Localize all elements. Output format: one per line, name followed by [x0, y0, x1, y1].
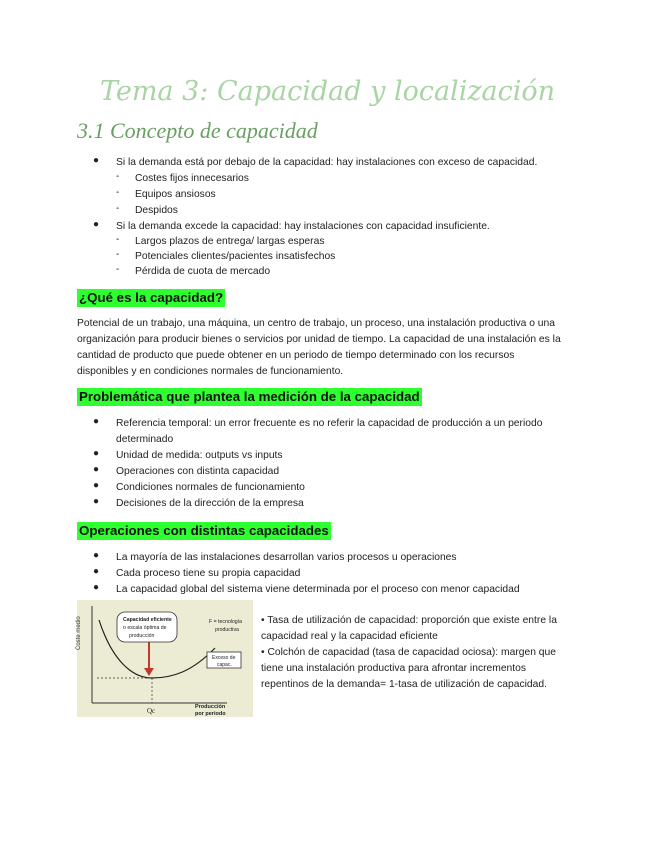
- box-label: o escala óptima de: [123, 625, 167, 631]
- bullet-dot: ●: [93, 448, 100, 459]
- bullet-dot: ●: [93, 566, 100, 577]
- sub-item: Pérdida de cuota de mercado: [135, 266, 271, 277]
- dash-marker: -: [116, 187, 120, 198]
- definition-line: repentinos de la demanda= 1-tasa de utilización de capacidad.: [261, 679, 547, 690]
- definition-line: capacidad real y la capacidad eficiente: [261, 631, 438, 642]
- sub-item: Despidos: [135, 205, 178, 216]
- bullet-dot: ●: [93, 155, 100, 166]
- cost-curve-svg: [77, 600, 253, 717]
- dash-marker: -: [116, 171, 120, 182]
- bullet-dot: ●: [93, 464, 100, 475]
- paragraph-line: disponibles y en condiciones normales de funcionamiento.: [77, 366, 344, 377]
- x-axis-label: Producción: [195, 704, 226, 710]
- list-item: Si la demanda excede la capacidad: hay instalaciones con capacidad insuficiente.: [116, 221, 490, 232]
- dash-marker: -: [116, 203, 120, 214]
- tech-label: F = tecnología: [209, 619, 243, 625]
- sub-item: Costes fijos innecesarios: [135, 173, 249, 184]
- list-item: Si la demanda está por debajo de la capacidad: hay instalaciones con exceso de capacidad.: [116, 157, 538, 168]
- excess-label: Exceso de: [212, 655, 236, 661]
- box-label: Capacidad eficiente: [123, 617, 172, 623]
- sub-item: Potenciales clientes/pacientes insatisfechos: [135, 251, 336, 262]
- list-item: Cada proceso tiene su propia capacidad: [116, 568, 301, 579]
- definition-line: • Tasa de utilización de capacidad: proporción que existe entre la: [261, 615, 557, 626]
- bullet-dot: ●: [93, 496, 100, 507]
- paragraph-line: organización para producir bienes o servicios por unidad de tiempo. La capacidad de una instalación es la: [77, 334, 561, 345]
- highlight-heading: ¿Qué es la capacidad?: [79, 290, 224, 305]
- highlight-heading: Problemática que plantea la medición de la capacidad: [79, 389, 420, 404]
- excess-label: capac.: [217, 662, 232, 668]
- bullet-dot: ●: [93, 480, 100, 491]
- box-label: producción: [129, 633, 155, 639]
- list-item: Condiciones normales de funcionamiento: [116, 482, 305, 493]
- arrow-head-icon: [144, 668, 154, 676]
- bullet-dot: ●: [93, 550, 100, 561]
- page-title: Tema 3: Capacidad y localización: [99, 76, 556, 107]
- tech-label: productiva: [215, 627, 239, 633]
- bullet-dot: ●: [93, 582, 100, 593]
- sub-item: Equipos ansiosos: [135, 189, 216, 200]
- list-item: La capacidad global del sistema viene determinada por el proceso con menor capacidad: [116, 584, 520, 595]
- section-heading: 3.1 Concepto de capacidad: [77, 118, 318, 143]
- x-axis-label: por periodo: [195, 711, 226, 717]
- paragraph-line: cantidad de producto que puede obtener en un periodo de tiempo determinado con los recursos: [77, 350, 515, 361]
- paragraph-line: Potencial de un trabajo, una máquina, un centro de trabajo, un proceso, una instalación productiva o una: [77, 318, 555, 329]
- list-item-continuation: determinado: [116, 434, 174, 445]
- list-item: Decisiones de la dirección de la empresa: [116, 498, 304, 509]
- list-item: Unidad de medida: outputs vs inputs: [116, 450, 283, 461]
- definition-line: • Colchón de capacidad (tasa de capacidad ociosa): margen que: [261, 647, 556, 658]
- dash-marker: -: [116, 234, 120, 245]
- y-axis-label: Coste medio: [76, 616, 82, 650]
- x-tick-label: Qc: [147, 707, 156, 715]
- list-item: Referencia temporal: un error frecuente es no referir la capacidad de producción a un periodo: [116, 418, 543, 429]
- definition-line: tiene una instalación productiva para afrontar incrementos: [261, 663, 527, 674]
- dash-marker: -: [116, 264, 120, 275]
- sub-item: Largos plazos de entrega/ largas esperas: [135, 236, 325, 247]
- bullet-dot: ●: [93, 219, 100, 230]
- bullet-dot: ●: [93, 416, 100, 427]
- list-item: Operaciones con distinta capacidad: [116, 466, 280, 477]
- list-item: La mayoría de las instalaciones desarrollan varios procesos u operaciones: [116, 552, 457, 563]
- average-cost-figure: [77, 600, 253, 717]
- highlight-heading: Operaciones con distintas capacidades: [79, 523, 329, 538]
- dash-marker: -: [116, 249, 120, 260]
